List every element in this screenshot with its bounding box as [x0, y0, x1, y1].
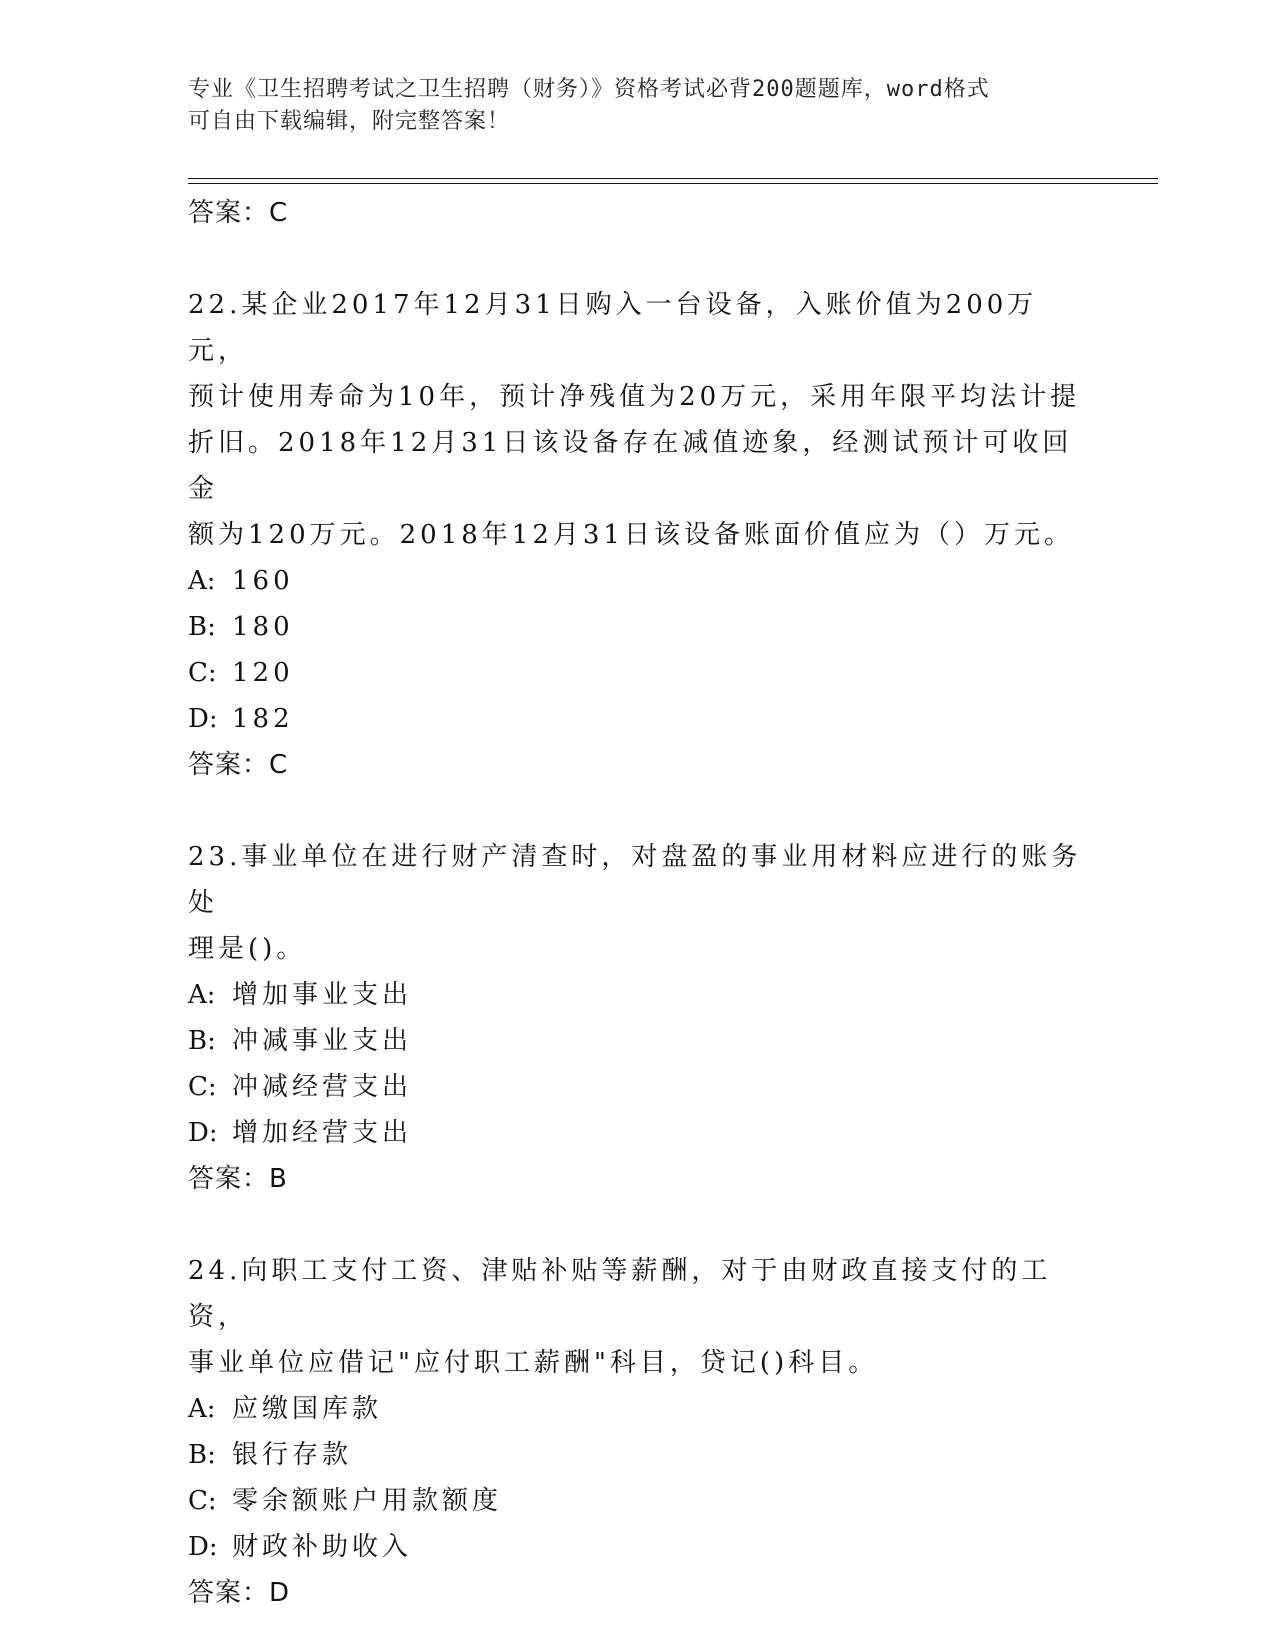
option-a: A: 160 [188, 566, 294, 596]
question-text: 23.事业单位在进行财产清查时，对盘盈的事业用材料应进行的账务处 理是()。 [188, 842, 1082, 964]
header-line-1: 专业《卫生招聘考试之卫生招聘（财务）》资格考试必背200题题库，word格式 [188, 77, 990, 102]
document-header [188, 74, 1088, 138]
question-23 [188, 834, 1088, 1202]
header-rule-bottom [188, 183, 1158, 184]
answer-line: 答案：C [188, 198, 289, 228]
question-text: 22.某企业2017年12月31日购入一台设备，入账价值为200万元， 预计使用寿命为10年，预计净残值为20万元，采用年限平均法计提 折旧。2018年12月31日该设备存在减值迹象，经测试预计可收回金 额为120万元。2018年12月31日该设备账面价值应为（）万元。 [188, 290, 1081, 550]
answer-line: 答案：C [188, 750, 289, 780]
question-24 [188, 1248, 1088, 1616]
option-c: C: 冲减经营支出 [188, 1072, 413, 1102]
header-line-2: 可自由下载编辑，附完整答案！ [188, 109, 511, 134]
header-rule-top [188, 178, 1158, 179]
option-d: D: 增加经营支出 [188, 1118, 413, 1148]
question-text: 24.向职工支付工资、津贴补贴等薪酬，对于由财政直接支付的工资， 事业单位应借记"应付职工薪酬"科目，贷记()科目。 [188, 1256, 1052, 1378]
option-d: D: 财政补助收入 [188, 1532, 413, 1562]
answer-line: 答案：D [188, 1578, 291, 1608]
question-22 [188, 282, 1088, 788]
option-d: D: 182 [188, 704, 294, 734]
option-a: A: 应缴国库款 [188, 1394, 383, 1424]
option-c: C: 零余额账户用款额度 [188, 1486, 503, 1516]
option-b: B: 冲减事业支出 [188, 1026, 413, 1056]
option-b: B: 银行存款 [188, 1440, 353, 1470]
document-body [188, 190, 1088, 1616]
option-c: C: 120 [188, 658, 294, 688]
option-b: B: 180 [188, 612, 294, 642]
option-a: A: 增加事业支出 [188, 980, 413, 1010]
answer-line: 答案：B [188, 1164, 288, 1194]
